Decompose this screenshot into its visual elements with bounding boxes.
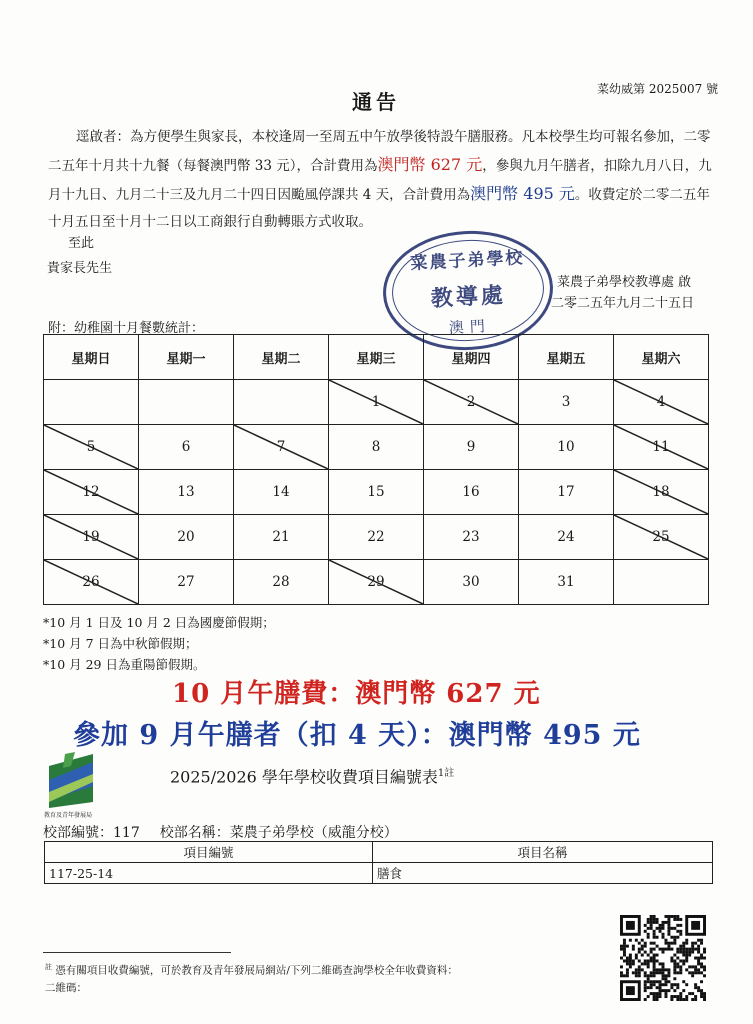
calendar-day-number: 2: [466, 394, 476, 410]
fee-item-code: 117-25-14: [45, 863, 373, 884]
october-fee-highlight: 10 月午膳費：澳門幣 627 元: [172, 679, 541, 709]
qr-code-icon[interactable]: [620, 915, 706, 1001]
calendar-day-number: 15: [367, 484, 385, 500]
calendar-day-cell: [329, 515, 424, 560]
calendar-day-cell: [234, 425, 329, 470]
calendar-day-cell: [139, 470, 234, 515]
weekday-header: 星期一: [139, 335, 234, 380]
salutation-1: 至此: [68, 236, 95, 251]
calendar-day-number: 8: [371, 439, 381, 455]
calendar-day-cell: [139, 515, 234, 560]
body-part-3: 。收費定於二零二五年十月五日至十月十二日以工商銀行自動轉賬方式收取。: [48, 187, 710, 230]
stamp-city: 澳門: [448, 316, 492, 338]
calendar-day-cell: [44, 515, 139, 560]
fee-schedule-title: [170, 764, 454, 787]
school-info: [43, 822, 398, 842]
calendar-day-cell: [519, 560, 614, 605]
calendar-week-row: [44, 560, 709, 605]
fee-item-name: 膳食: [373, 863, 713, 884]
calendar-day-number: 27: [177, 574, 195, 590]
calendar-day-cell: [424, 470, 519, 515]
calendar-day-cell: [519, 515, 614, 560]
calendar-day-number: 31: [557, 574, 575, 590]
calendar-day-cell: [614, 470, 709, 515]
weekday-header: 星期三: [329, 335, 424, 380]
notice-body: [48, 124, 716, 236]
fee-title-note-mark: 1註: [437, 768, 455, 779]
calendar-day-number: 29: [367, 574, 385, 590]
calendar-day-cell: [614, 515, 709, 560]
calendar-day-cell: [424, 515, 519, 560]
calendar-caption: 附：幼稚園十月餐數統計：: [48, 321, 205, 336]
calendar-day-number: 1: [371, 394, 381, 410]
calendar-day-cell: [519, 380, 614, 425]
calendar-day-cell: [44, 470, 139, 515]
calendar-day-number: 17: [557, 484, 575, 500]
calendar-day-number: 16: [462, 484, 480, 500]
calendar-day-cell: [424, 425, 519, 470]
calendar-day-number: 19: [82, 529, 100, 545]
fee-table-header: [45, 842, 713, 863]
weekday-header: 星期二: [234, 335, 329, 380]
fee-header-code: 項目編號: [45, 842, 373, 863]
logo-caption: 教育及青年發展局: [44, 812, 93, 819]
calendar-day-cell: [519, 425, 614, 470]
footnote-divider: [43, 952, 231, 953]
calendar-day-number: 13: [177, 484, 195, 500]
signature-date: 二零二五年九月二十五日: [551, 296, 695, 311]
calendar-day-number: 23: [462, 529, 480, 545]
calendar-day-number: 14: [272, 484, 290, 500]
notice-title: 通告: [352, 90, 400, 114]
calendar-day-number: 30: [462, 574, 480, 590]
calendar-day-number: 5: [86, 439, 96, 455]
footnote-text: [45, 962, 458, 978]
september-fee-highlight: 參加 9 月午膳者（扣 4 天）：澳門幣 495 元: [73, 720, 641, 751]
reference-number: 菜幼威第 2025007 號: [597, 82, 719, 96]
calendar-day-cell: [234, 470, 329, 515]
calendar-day-number: 21: [272, 529, 290, 545]
calendar-day-cell: [234, 515, 329, 560]
calendar-day-cell: [329, 470, 424, 515]
fee-table: [44, 841, 713, 884]
calendar-day-cell: [234, 380, 329, 425]
calendar-day-cell: [329, 560, 424, 605]
stamp-office: 教導處: [430, 282, 507, 312]
calendar-day-cell: [519, 470, 614, 515]
stamp-school-name: 菜農子弟學校: [410, 248, 525, 274]
calendar-day-cell: [614, 560, 709, 605]
school-name: 校部名稱：菜農子弟學校（威龍分校）: [159, 825, 398, 841]
calendar-day-cell: [329, 380, 424, 425]
calendar-day-number: 26: [82, 574, 100, 590]
qr-label: 二維碼：: [45, 982, 87, 994]
signature-org: 菜農子弟學校教導處 啟: [557, 275, 692, 290]
weekday-header: 星期四: [424, 335, 519, 380]
calendar-day-cell: [329, 425, 424, 470]
calendar-day-cell: [614, 380, 709, 425]
october-amount: 澳門幣 627 元: [377, 155, 483, 174]
calendar-day-number: 3: [561, 394, 571, 410]
holiday-note-2: *10 月 7 日為中秋節假期；: [43, 636, 198, 651]
calendar-day-number: 4: [656, 394, 666, 410]
holiday-note-1: *10 月 1 日及 10 月 2 日為國慶節假期；: [43, 615, 275, 630]
calendar-day-number: 11: [652, 439, 670, 455]
calendar-day-cell: [44, 425, 139, 470]
calendar-day-cell: [614, 425, 709, 470]
calendar-day-number: 12: [82, 484, 100, 500]
calendar-day-number: 24: [557, 529, 575, 545]
footnote-body: 憑有關項目收費編號，可於教育及青年發展局網站/下列二維碼查詢學校全年收費資料：: [55, 964, 458, 977]
calendar-week-row: [44, 425, 709, 470]
weekday-header: 星期六: [614, 335, 709, 380]
holiday-note-3: *10 月 29 日為重陽節假期。: [43, 657, 206, 672]
september-amount: 澳門幣 495 元: [470, 184, 575, 203]
table-row: [45, 863, 713, 884]
calendar-day-cell: [139, 560, 234, 605]
salutation-2: 貴家長先生: [47, 261, 113, 276]
calendar-day-number: 9: [466, 439, 476, 455]
calendar-day-cell: [424, 380, 519, 425]
calendar-day-cell: [44, 560, 139, 605]
body-part-2: ，參與九月午膳者，扣除九月八日，九月十九日、九月二十三及九月二十四日因颱風停課共 4 天，合計費用為: [48, 158, 712, 203]
calendar-day-number: 7: [276, 439, 286, 455]
calendar-day-number: 18: [652, 484, 670, 500]
footnote-mark: 註: [45, 963, 52, 971]
calendar-day-cell: [44, 380, 139, 425]
school-code: 校部編號：117: [43, 825, 140, 841]
fee-header-name: 項目名稱: [373, 842, 713, 863]
calendar-day-number: 28: [272, 574, 290, 590]
calendar-weekday-row: [44, 335, 709, 380]
dsedj-logo-icon: [45, 752, 97, 810]
calendar-day-number: 6: [181, 439, 191, 455]
calendar-week-row: [44, 380, 709, 425]
fee-title-text: 2025/2026 學年學校收費項目編號表: [170, 767, 438, 787]
calendar-day-number: 22: [367, 529, 385, 545]
calendar-day-cell: [139, 425, 234, 470]
body-part-1: 逕啟者：為方便學生與家長，本校逢周一至周五中午放學後特設午膳服務。凡本校學生均可報名參加，二零二五年十月共十九餐（每餐澳門幣 33 元），合計費用為: [48, 129, 711, 174]
calendar-week-row: [44, 470, 709, 515]
calendar-day-number: 20: [177, 529, 195, 545]
weekday-header: 星期五: [519, 335, 614, 380]
weekday-header: 星期日: [44, 335, 139, 380]
calendar-day-number: 10: [557, 439, 575, 455]
calendar-week-row: [44, 515, 709, 560]
calendar-day-number: 25: [652, 529, 670, 545]
meal-calendar: [43, 334, 709, 605]
calendar-day-cell: [139, 380, 234, 425]
calendar-day-cell: [234, 560, 329, 605]
calendar-day-cell: [424, 560, 519, 605]
